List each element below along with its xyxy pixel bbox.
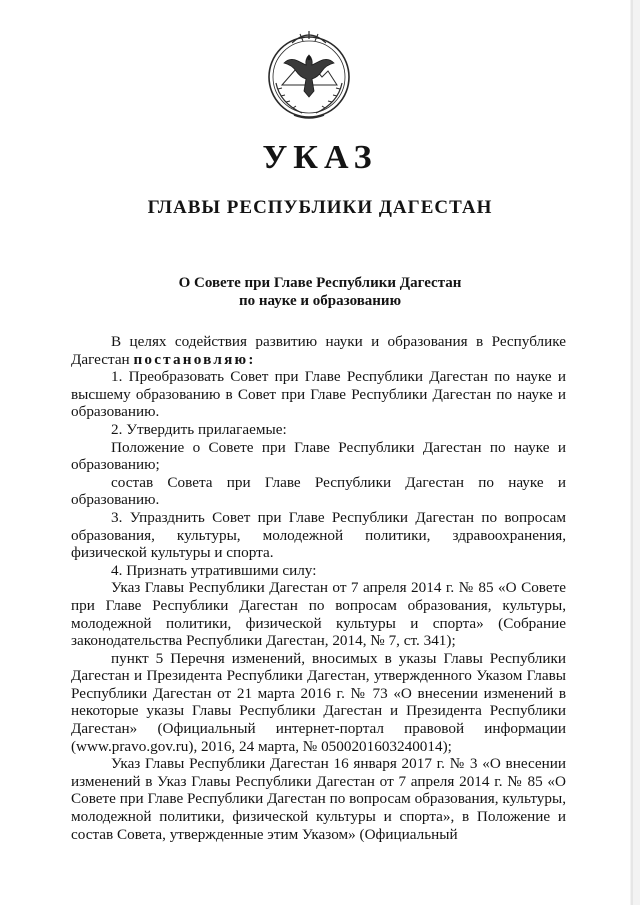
document-heading [150,274,490,310]
intro-paragraph [71,333,566,368]
document-body [71,333,566,843]
dagestan-coat-of-arms-icon [262,25,356,125]
document-heading-line-2: по науке и образованию [238,293,402,309]
item-3: 3. Упразднить Совет при Главе Республики Дагестан по вопросам образования, культуры, молодежной политики, здравоохранения, физической культуры и спорта. [71,508,566,562]
decree-issuer: ГЛАВЫ РЕСПУБЛИКИ ДАГЕСТАН [147,197,493,218]
item-4c: Указ Главы Республики Дагестан 16 января 2017 г. № 3 «О внесении изменений в Указ Главы Республики Дагестан от 7 апреля 2014 г. № 85 «О Совете при Главе Республики Дагестан по вопросам образования, культуры, молодежной политики, физической культуры и спорта», в Положение и состав Совета, утвержденные этим Указом» (Официальный [71,755,566,843]
item-4b: пункт 5 Перечня изменений, вносимых в указы Главы Республики Дагестан и Президента Республики Дагестан, утвержденного Указом Главы Республики Дагестан от 21 марта 2016 г. № 73 «О внесении изменений в некоторые указы Главы Республики Дагестан и Президента Республики Дагестан» (Официальный интернет-портал правовой информации (www.pravo.gov.ru), 2016, 24 марта, № 0500201603240014); [71,649,566,755]
item-4a: Указ Главы Республики Дагестан от 7 апреля 2014 г. № 85 «О Совете при Главе Республики Дагестан по вопросам образования, культуры, молодежной политики, физической культуры и спорта» (Собрание законодательства Республики Дагестан, 2014, № 7, ст. 341); [71,579,566,650]
intro-keyword: постановляю: [133,350,256,368]
item-4: 4. Признать утратившими силу: [111,561,317,579]
document-heading-line-1: О Совете при Главе Республики Дагестан [178,275,462,291]
item-1: 1. Преобразовать Совет при Главе Республики Дагестан по науке и высшему образованию в Совет при Главе Республики Дагестан по науке и образованию. [71,368,566,421]
item-2: 2. Утвердить прилагаемые: [111,420,287,438]
intro-text: В целях содействия развитию науки и образования в Республике Дагестан [71,333,566,368]
item-2a: Положение о Совете при Главе Республики Дагестан по науке и образованию; [71,438,566,474]
scan-edge-shadow [630,0,640,905]
item-2b: состав Совета при Главе Республики Дагестан по науке и образованию. [71,473,566,509]
decree-title: УКАЗ [262,139,378,176]
